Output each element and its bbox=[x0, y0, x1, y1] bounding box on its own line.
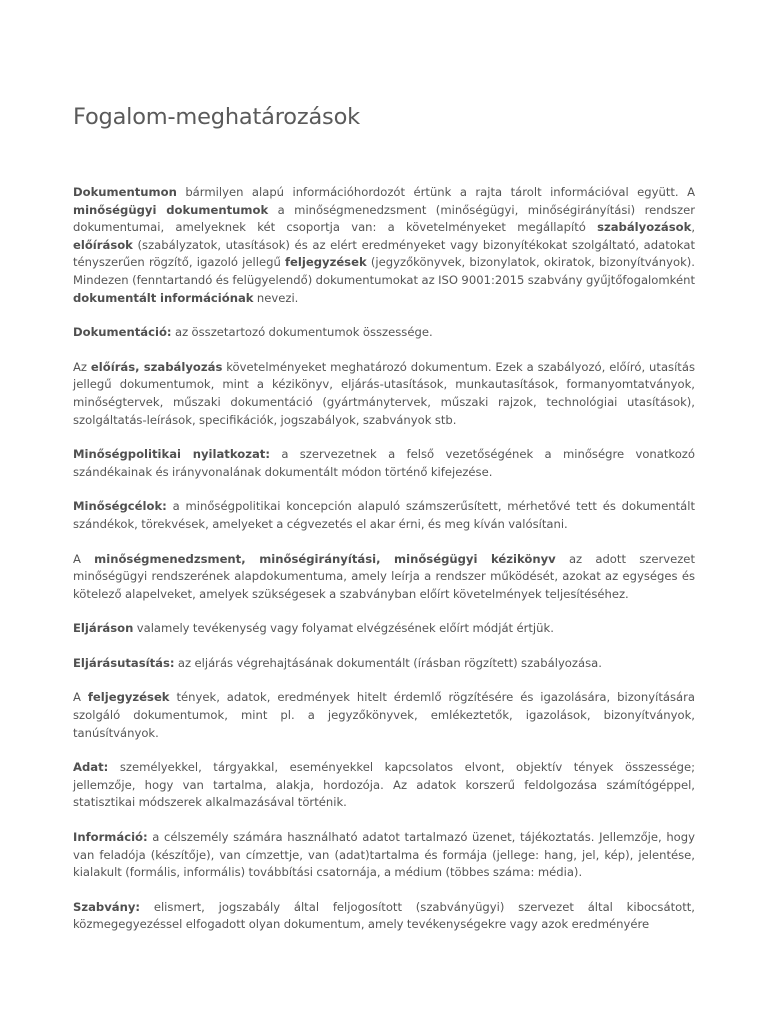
text-run: az összetartozó dokumentumok összessége. bbox=[171, 325, 433, 340]
bold-term: minőségmenedzsment, minőségirányítási, minőségügyi kézikönyv bbox=[94, 551, 556, 566]
paragraph bbox=[73, 689, 695, 742]
text-run: A bbox=[73, 690, 88, 705]
text-run: az adott szervezet minőségügyi rendszerének alapdokumentuma, amely leírja a rendszer működését, azokat az egységes és kötelező alapelveket, amelyek szükségesek a szabványban előírt követelmények teljesítéséhez. bbox=[73, 551, 695, 601]
text-run: a minőségmenedzsment (minőségügyi, minőségirányítási) rendszer dokumentumai, amelyeknek két csoportja van: a követelményeket megállapító bbox=[73, 202, 695, 235]
text-run: elismert, jogszabály által feljogosított (szabványügyi) szervezet által kibocsátott, közmegegyezéssel elfogadott olyan dokumentum, amely tevékenységekre vagy azok eredményére bbox=[73, 899, 695, 932]
text-run: személyekkel, tárgyakkal, eseményekkel kapcsolatos elvont, objektív tények összessége; jellemzője, hogy van tartalma, alakja, hordozója. Az adatok korszerű feldolgozása számítógéppel, statisztikai módszerek alkalmazásával történik. bbox=[73, 760, 695, 810]
bold-term: Eljárásutasítás: bbox=[73, 655, 175, 670]
paragraph bbox=[73, 759, 695, 812]
text-run: tények, adatok, eredmények hitelt érdemlő rögzítésére és igazolására, bizonyítására szolgáló dokumentumok, mint pl. a jegyzőkönyvek, emlékeztetők, igazolások, bizonyítványok, tanúsítványok. bbox=[73, 690, 695, 740]
text-run: A bbox=[73, 551, 95, 566]
bold-term: Minőségcélok: bbox=[73, 499, 167, 514]
bold-term: dokumentált információnak bbox=[73, 290, 254, 305]
text-run: a szervezetnek a felső vezetőségének a minőségre vonatkozó szándékainak és irányvonalának dokumentált módon történő kifejezése. bbox=[73, 447, 695, 479]
text-run: (jegyzőkönyvek, bizonylatok, okiratok, bizonyítványok). Mindezen (fenntartandó és felügyelendő) dokumentumokat az ISO 9001:2015 szabvány gyűjtőfogalomként bbox=[73, 255, 695, 287]
document-body bbox=[73, 184, 695, 951]
paragraph bbox=[73, 655, 695, 673]
text-run: követelményeket meghatározó dokumentum. Ezek a szabályozó, előíró, utasítás jellegű dokumentumok, mint a kézikönyv, eljárás-utasítások, munkautasítások, formanyomtatványok, minőségtervek, műszaki dokumentáció (gyártmánytervek, műszaki rajzok, technológiai utasítások), szolgáltatás-leírások, specifikációk, jogszabályok, szabványok stb. bbox=[73, 359, 695, 427]
bold-term: Eljáráson bbox=[73, 621, 134, 636]
text-run: (szabályzatok, utasítások) és az elért eredményeket vagy bizonyítékokat szolgáltató, adatokat tényszerűen rögzítő, igazoló jellegű bbox=[73, 237, 695, 270]
text-run: a minőségpolitikai koncepción alapuló számszerűsített, mérhetővé tett és dokumentált szándékok, törekvések, amelyeket a cégvezetés el akar érni, és meg kíván valósítani. bbox=[73, 499, 695, 531]
paragraph bbox=[73, 829, 695, 882]
bold-term: előírás, szabályozás bbox=[90, 359, 223, 374]
bold-term: Adat: bbox=[73, 760, 109, 775]
bold-term: szabályozások bbox=[597, 220, 692, 235]
text-run: , bbox=[691, 220, 695, 235]
bold-term: feljegyzések bbox=[285, 255, 367, 270]
bold-term: Dokumentáció: bbox=[73, 325, 172, 340]
page-title: Fogalom-meghatározások bbox=[73, 104, 360, 130]
paragraph bbox=[73, 551, 695, 604]
paragraph bbox=[73, 184, 695, 307]
bold-term: Dokumentumon bbox=[73, 185, 177, 199]
text-run: bármilyen alapú információhordozót értünk a rajta tárolt információval együtt. A bbox=[176, 185, 695, 199]
paragraph bbox=[73, 324, 695, 342]
paragraph bbox=[73, 620, 695, 638]
bold-term: Információ: bbox=[73, 830, 148, 845]
bold-term: előírások bbox=[73, 237, 133, 252]
text-run: valamely tevékenység vagy folyamat elvégzésének előírt módját értjük. bbox=[133, 621, 554, 636]
bold-term: feljegyzések bbox=[87, 690, 170, 705]
text-run: Az bbox=[73, 359, 91, 374]
paragraph bbox=[73, 498, 695, 533]
text-run: az eljárás végrehajtásának dokumentált (írásban rögzített) szabályozása. bbox=[174, 655, 602, 670]
paragraph bbox=[73, 446, 695, 481]
text-run: nevezi. bbox=[253, 290, 299, 305]
paragraph bbox=[73, 899, 695, 934]
paragraph bbox=[73, 359, 695, 429]
bold-term: Szabvány: bbox=[73, 899, 141, 914]
text-run: a célszemély számára használható adatot tartalmazó üzenet, tájékoztatás. Jellemzője, hogy van feladója (készítője), van címzettje, van (adat)tartalma és formája (jellege: hang, jel, kép), jelentése, kialakult (formális, informális) továbbítási csatornája, a médium (többes száma: média). bbox=[73, 830, 695, 880]
bold-term: Minőségpolitikai nyilatkozat: bbox=[73, 447, 270, 462]
bold-term: minőségügyi dokumentumok bbox=[73, 202, 269, 217]
